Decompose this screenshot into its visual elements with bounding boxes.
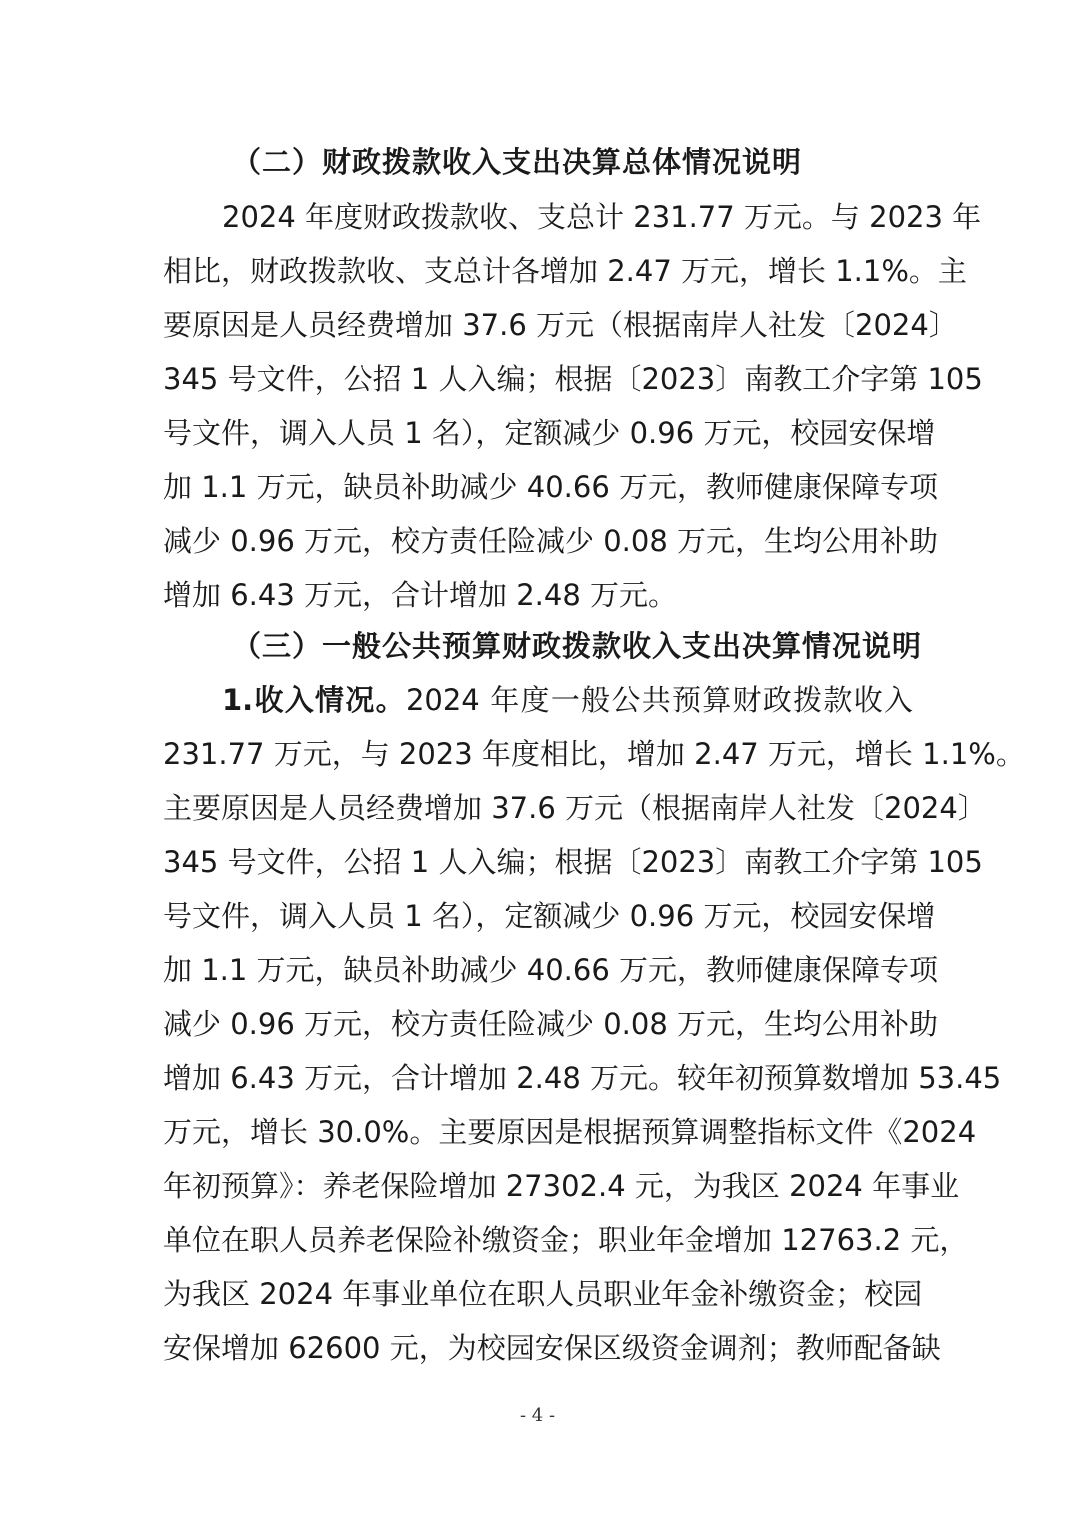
section-heading-3: （三）一般公共预算财政拨款收入支出决算情况说明 (232, 629, 923, 663)
paragraph-line: 万元，增长 30.0%。主要原因是根据预算调整指标文件《2024 (163, 1115, 977, 1149)
paragraph-line: 安保增加 62600 元，为校园安保区级资金调剂；教师配备缺 (163, 1331, 941, 1365)
paragraph-line: 2024 年度财政拨款收、支总计 231.77 万元。与 2023 年 (222, 200, 982, 234)
paragraph-line: 号文件，调入人员 1 名），定额减少 0.96 万元，校园安保增 (163, 899, 936, 933)
paragraph-line: 单位在职人员养老保险补缴资金；职业年金增加 12763.2 元， (163, 1223, 969, 1257)
paragraph-line: 增加 6.43 万元，合计增加 2.48 万元。 (163, 578, 678, 612)
paragraph-line: 加 1.1 万元，缺员补助减少 40.66 万元，教师健康保障专项 (163, 470, 939, 504)
paragraph-line: 加 1.1 万元，缺员补助减少 40.66 万元，教师健康保障专项 (163, 953, 939, 987)
paragraph-line-first (222, 673, 913, 727)
section-heading-2: （二）财政拨款收入支出决算总体情况说明 (232, 145, 803, 179)
paragraph-line: 要原因是人员经费增加 37.6 万元（根据南岸人社发〔2024〕 (163, 308, 958, 342)
income-text: 2024 年度一般公共预算财政拨款收入 (405, 683, 913, 717)
paragraph-line: 减少 0.96 万元，校方责任险减少 0.08 万元，生均公用补助 (163, 1007, 939, 1041)
paragraph-line: 231.77 万元，与 2023 年度相比，增加 2.47 万元，增长 1.1%。 (163, 737, 1025, 771)
paragraph-line: 为我区 2024 年事业单位在职人员职业年金补缴资金；校园 (163, 1277, 923, 1311)
paragraph-line: 345 号文件，公招 1 人入编；根据〔2023〕南教工介字第 105 (163, 362, 983, 396)
income-label: 1.收入情况。 (222, 683, 406, 717)
paragraph-line: 相比，财政拨款收、支总计各增加 2.47 万元，增长 1.1%。主 (163, 254, 967, 288)
paragraph-line: 减少 0.96 万元，校方责任险减少 0.08 万元，生均公用补助 (163, 524, 939, 558)
paragraph-line: 号文件，调入人员 1 名），定额减少 0.96 万元，校园安保增 (163, 416, 936, 450)
paragraph-line: 主要原因是人员经费增加 37.6 万元（根据南岸人社发〔2024〕 (163, 791, 987, 825)
paragraph-line: 年初预算》：养老保险增加 27302.4 元，为我区 2024 年事业 (163, 1169, 960, 1203)
paragraph-line: 345 号文件，公招 1 人入编；根据〔2023〕南教工介字第 105 (163, 845, 983, 879)
page-number: - 4 - (519, 1405, 556, 1426)
paragraph-line: 增加 6.43 万元，合计增加 2.48 万元。较年初预算数增加 53.45 (163, 1061, 1002, 1095)
